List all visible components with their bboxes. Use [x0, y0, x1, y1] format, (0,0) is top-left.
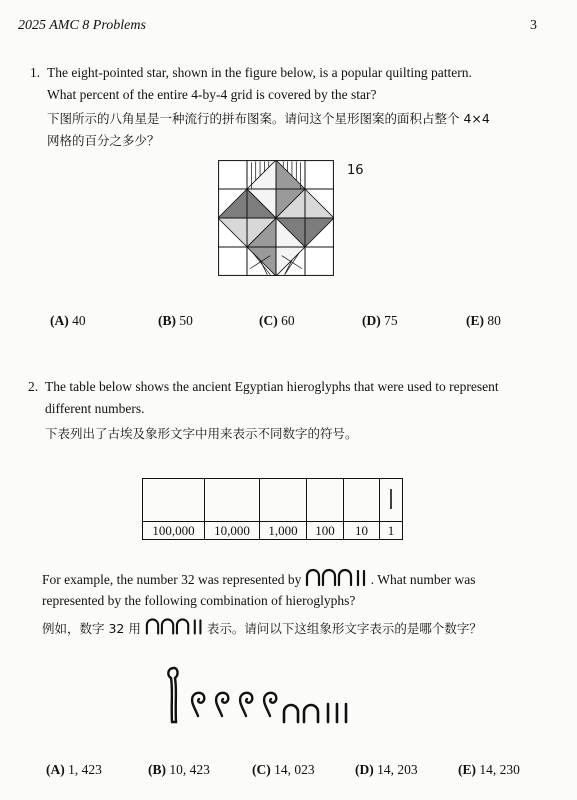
q1-number: 1. — [30, 65, 41, 80]
example-zh-b: 表示。请问以下这组象形文字表示的是哪个数字？ — [206, 621, 482, 636]
choice-label: (D) — [362, 313, 381, 328]
choice-label: (C) — [252, 762, 271, 777]
choice-label: (A) — [50, 313, 69, 328]
q1-choice-c[interactable] — [259, 313, 295, 329]
q1-text-line2: What percent of the entire 4-by-4 grid is covered by the star? — [47, 87, 377, 102]
choice-value: 10, 423 — [169, 762, 210, 777]
q2-choice-d[interactable] — [355, 762, 418, 778]
handwritten-note: 16 — [347, 163, 364, 178]
q1-choice-a[interactable] — [50, 313, 86, 329]
table-cell: 10,000 — [205, 522, 260, 540]
choice-value: 50 — [179, 313, 193, 328]
page-number: 3 — [530, 18, 537, 33]
glyph-cell-1000 — [260, 479, 307, 522]
q1-text-zh-line2: 网格的百分之多少？ — [47, 133, 160, 148]
choice-value: 14, 230 — [479, 762, 520, 777]
table-cell: 10 — [344, 522, 380, 540]
q2-example-line1 — [42, 568, 476, 591]
example-text-a: For example, the number 32 was represented by — [42, 572, 302, 587]
choice-label: (E) — [458, 762, 476, 777]
q2-text-zh-line1: 下表列出了古埃及象形文字中用来表示不同数字的符号。 — [45, 426, 358, 441]
glyph-cell-100000 — [143, 479, 205, 522]
q1-text-line1: The eight-pointed star, shown in the figure below, is a popular quilting pattern. — [47, 65, 472, 80]
q2-choice-b[interactable] — [148, 762, 210, 778]
q2-example-line2: represented by the following combination of hieroglyphs? — [42, 593, 356, 608]
q1-choice-b[interactable] — [158, 313, 193, 329]
table-row-values — [143, 522, 403, 540]
hieroglyph-combination-figure — [162, 662, 377, 728]
glyph-cell-10000 — [205, 479, 260, 522]
q2-choice-c[interactable] — [252, 762, 315, 778]
choice-label: (B) — [148, 762, 166, 777]
glyph-cell-100 — [307, 479, 344, 522]
q2-text-line1: The table below shows the ancient Egyptian hieroglyphs that were used to represent — [45, 379, 499, 394]
q1-choice-d[interactable] — [362, 313, 398, 329]
choice-value: 1, 423 — [68, 762, 102, 777]
choice-value: 40 — [72, 313, 86, 328]
choice-label: (A) — [46, 762, 65, 777]
q2-number: 2. — [28, 379, 39, 394]
choice-label: (C) — [259, 313, 278, 328]
choice-value: 60 — [281, 313, 295, 328]
choice-label: (B) — [158, 313, 176, 328]
example-text-b: . What number was — [370, 572, 476, 587]
choice-label: (D) — [355, 762, 374, 777]
q1-text-zh-line1: 下图所示的八角星是一种流行的拼布图案。请问这个星形图案的面积占整个 4×4 — [47, 111, 490, 126]
glyph-cell-10 — [344, 479, 380, 522]
choice-value: 14, 203 — [377, 762, 418, 777]
q2-text-line2: different numbers. — [45, 401, 145, 416]
glyph-cell-1 — [380, 479, 403, 522]
q2-choice-e[interactable] — [458, 762, 520, 778]
hieroglyph-table — [142, 478, 403, 540]
table-cell: 1,000 — [260, 522, 307, 540]
choice-value: 14, 023 — [274, 762, 315, 777]
stroke-glyph-icon — [386, 483, 396, 513]
hieroglyph-32-icon — [305, 568, 371, 586]
page-header-title: 2025 AMC 8 Problems — [18, 18, 146, 33]
table-cell: 100,000 — [143, 522, 205, 540]
choice-label: (E) — [466, 313, 484, 328]
table-row-glyphs — [143, 479, 403, 522]
q2-choice-a[interactable] — [46, 762, 102, 778]
hieroglyph-32-icon — [145, 617, 207, 635]
star-quilt-figure — [218, 160, 334, 276]
example-zh-a: 例如，数字 32 用 — [42, 621, 141, 636]
q1-choice-e[interactable] — [466, 313, 501, 329]
q2-example-zh — [42, 617, 482, 640]
choice-value: 80 — [487, 313, 501, 328]
table-cell: 100 — [307, 522, 344, 540]
choice-value: 75 — [384, 313, 398, 328]
table-cell: 1 — [380, 522, 403, 540]
